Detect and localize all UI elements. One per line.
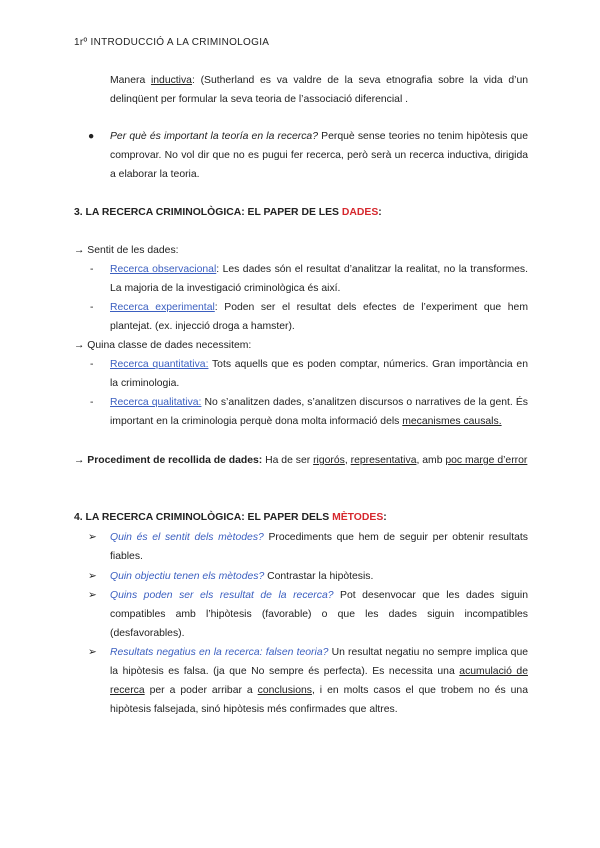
section4-title-highlight: MÈTODES <box>332 512 384 523</box>
classe-line: → Quina classe de dades necessitem: <box>74 340 252 351</box>
bullet-paragraph <box>110 127 528 184</box>
item-label: Recerca qualitativa: <box>110 397 202 408</box>
item-text: Pot desenvocar que les dades siguin compatibles amb l’hipòtesis (favorable) o que les dades siguin incompatibles (desfavorables). <box>110 590 529 639</box>
item-question: Resultats negatius en la recerca: falsen teoria? <box>110 647 329 658</box>
item-question: Quin és el sentit dels mètodes? <box>110 532 264 543</box>
proc-text: Ha de ser <box>262 455 314 466</box>
list-item <box>110 298 528 336</box>
list-item <box>110 393 528 431</box>
section4-title: 4. LA RECERCA CRIMINOLÒGICA: EL PAPER DELS <box>74 512 333 523</box>
dash-marker: - <box>90 264 94 275</box>
item-label: Recerca quantitativa: <box>110 359 209 370</box>
item-question: Quin objectiu tenen els mètodes? <box>110 571 265 582</box>
arrow-marker: ➢ <box>88 571 97 582</box>
arrow-marker: ➢ <box>88 532 97 543</box>
section3-title-highlight: DADES <box>341 207 379 218</box>
proc-arrow: → <box>74 455 88 466</box>
dash-marker: - <box>90 359 94 370</box>
item-text: per a poder arribar a <box>144 685 258 696</box>
list-item <box>110 260 528 298</box>
item-label: Recerca experimental <box>110 302 215 313</box>
item-extra: mecanismes causals. <box>402 416 502 427</box>
intro-paragraph <box>110 71 528 109</box>
item-text: : Poden ser el resultat dels efectes de l’experiment que hem plantejat. (ex. injecció droga a hamster). <box>110 302 528 332</box>
bullet-marker: ● <box>88 131 95 142</box>
proc-u3: poc marge d’error <box>445 455 528 466</box>
item-text: Contrastar la hipòtesis. <box>264 571 374 582</box>
item-underline: conclusions <box>257 685 312 696</box>
arrow-marker: ➢ <box>88 647 97 658</box>
arrow-marker: ➢ <box>88 590 97 601</box>
list-item <box>110 355 528 393</box>
item-underline: acumulació de recerca <box>110 666 528 696</box>
dash-marker: - <box>90 397 94 408</box>
dash-marker: - <box>90 302 94 313</box>
section4-heading <box>74 508 534 527</box>
section3-heading <box>74 203 534 222</box>
page-header: 1rº INTRODUCCIÓ A LA CRIMINOLOGIA <box>74 37 270 48</box>
item-text: , i en molts casos el que trobem no és una hipòtesis falsejada, sinó hipòtesis més confirmades que altres. <box>110 685 528 715</box>
proc-u2: representativa <box>350 455 417 466</box>
section3-title: 3. LA RECERCA CRIMINOLÒGICA: EL PAPER DE LES <box>74 207 342 218</box>
list-item <box>110 567 528 586</box>
item-text: Un resultat negatiu no sempre implica que la hipòtesis es falsa. (ja que No sempre és perfecta). Es necessita una <box>110 647 528 677</box>
proc-sep: , <box>344 455 351 466</box>
procediment-line <box>74 451 528 470</box>
item-text: No s’analitzen dades, s’analitzen discursos o narratives de la gent. És important en la criminologia perquè dona molta informació dels <box>110 397 528 427</box>
section4-title-colon: : <box>383 512 387 523</box>
bullet-question: Per què és important la teoría en la recerca? <box>110 131 318 142</box>
proc-u1: rigorós <box>313 455 345 466</box>
section3-title-colon: : <box>378 207 382 218</box>
proc-amb: , amb <box>416 455 446 466</box>
intro-lead: Manera <box>110 75 151 86</box>
item-text: Procediments que hem de seguir per obtenir resultats fiables. <box>110 532 528 562</box>
list-item <box>110 586 528 643</box>
item-text: : Les dades són el resultat d’analitzar la realitat, no la transformes. La majoria de la investigació criminològica és així. <box>110 264 528 294</box>
bullet-text: Perquè sense teories no tenim hipòtesis que comprovar. No vol dir que no es pugui fer recerca, però serà un recerca inductiva, dirigida a elaborar la teoria. <box>110 131 528 180</box>
list-item <box>110 643 528 719</box>
list-item <box>110 528 528 566</box>
intro-rest: : (Sutherland es va valdre de la seva etnografia sobre la vida d’un delinqüent per formular la seva teoria de l’associació diferencial . <box>110 75 528 105</box>
intro-term: inductiva <box>150 75 192 86</box>
item-label: Recerca observacional <box>110 264 217 275</box>
proc-bold: Procediment de recollida de dades: <box>87 455 263 466</box>
sentit-line: → Sentit de les dades: <box>74 245 179 256</box>
item-question: Quins poden ser els resultat de la recerca? <box>110 590 334 601</box>
item-text: Tots aquells que es poden comptar, númerics. Gran importància en la criminologia. <box>110 359 528 389</box>
